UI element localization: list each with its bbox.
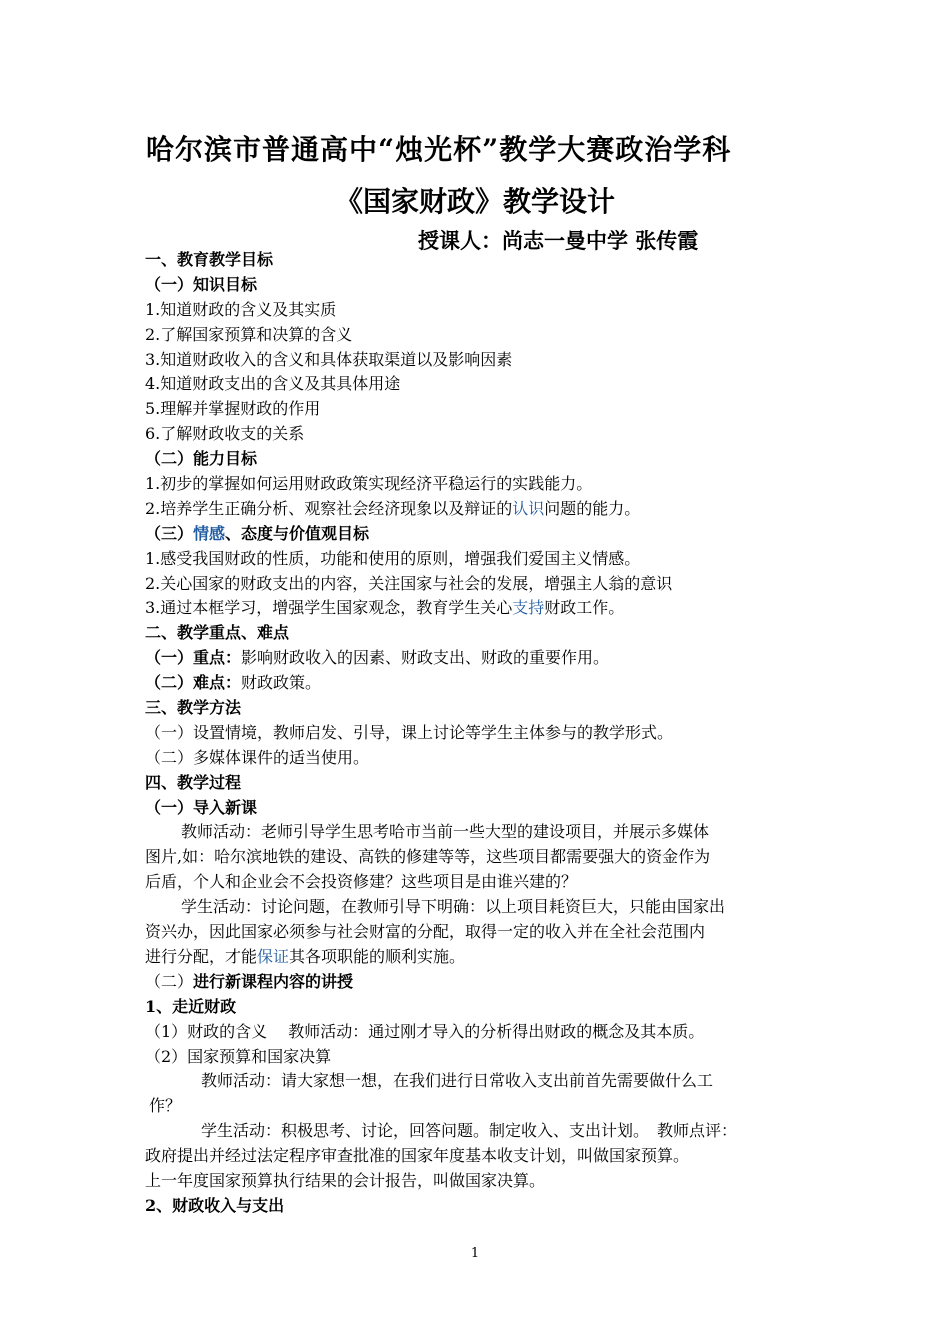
topic-heading: 1、走近财政: [145, 996, 237, 1016]
list-item: 1.初步的掌握如何运用财政政策实现经济平稳运行的实践能力。: [145, 474, 593, 494]
key-point-label: （一）重点：: [145, 648, 242, 668]
paragraph-line: （1）财政的含义 教师活动：通过刚才导入的分析得出财政的概念及其本质。: [145, 1021, 705, 1041]
paragraph-line: 学生活动：讨论问题，在教师引导下明确：以上项目耗资巨大，只能由国家出: [181, 897, 726, 917]
list-item: 2.了解国家预算和决算的含义: [145, 324, 353, 344]
text-fragment: 财政工作。: [544, 598, 625, 618]
subheading-intro: （一）导入新课: [145, 797, 258, 817]
list-item: 5.理解并掌握财政的作用: [145, 399, 321, 419]
highlighted-word: 保证: [257, 946, 290, 966]
subheading-values: [145, 522, 815, 547]
paragraph-line: 作？: [149, 1096, 182, 1116]
section-heading-goals: 一、教育教学目标: [145, 250, 274, 269]
list-item: （一）设置情境，教师启发、引导，课上讨论等学生主体参与的教学形式。: [145, 722, 674, 742]
highlighted-word: 情感: [193, 523, 226, 543]
text-fragment: （三）: [145, 523, 194, 543]
paragraph-line: 资兴办，因此国家必须参与社会财富的分配，取得一定的收入并在全社会范围内: [145, 922, 706, 942]
text-fragment: 其各项职能的顺利实施。: [289, 946, 466, 966]
subheading-new-content: [145, 970, 815, 995]
text-fragment: 3.通过本框学习，增强学生国家观念，教育学生关心: [145, 598, 513, 618]
list-item: [145, 596, 815, 621]
list-item: 1.知道财政的含义及其实质: [145, 299, 337, 319]
difficulty-text: 财政政策。: [241, 673, 322, 693]
section-heading-methods: 三、教学方法: [145, 698, 242, 718]
list-item: [145, 497, 815, 522]
page-number: 1: [470, 1246, 480, 1261]
highlighted-word: 支持: [512, 598, 545, 618]
list-item: （二）多媒体课件的适当使用。: [145, 747, 370, 767]
highlighted-word: 认识: [512, 498, 545, 518]
list-item: 2.关心国家的财政支出的内容，关注国家与社会的发展，增强主人翁的意识: [145, 573, 673, 593]
paragraph-line: 图片,如：哈尔滨地铁的建设、高铁的修建等等，这些项目都需要强大的资金作为: [145, 847, 711, 867]
paragraph-line: 后盾，个人和企业会不会投资修建？这些项目是由谁兴建的？: [145, 872, 578, 892]
text-fragment: 问题的能力。: [544, 498, 641, 518]
text-fragment: 进行分配，才能: [145, 946, 258, 966]
section-heading-process: 四、教学过程: [145, 772, 242, 792]
text-fragment: 进行新课程内容的讲授: [193, 971, 354, 991]
paragraph-line: （2）国家预算和国家决算: [145, 1046, 332, 1066]
text-fragment: 、态度与价值观目标: [225, 523, 370, 543]
paragraph-line: [145, 945, 815, 970]
list-item: 4.知道财政支出的含义及其具体用途: [145, 374, 401, 394]
key-point-text: 影响财政收入的因素、财政支出、财政的重要作用。: [241, 648, 610, 668]
list-item: 6.了解财政收支的关系: [145, 424, 305, 444]
paragraph-line: 政府提出并经过法定程序审查批准的国家年度基本收支计划，叫做国家预算。: [145, 1146, 690, 1166]
document-body: [145, 248, 815, 1219]
key-point-line: [145, 646, 815, 671]
difficulty-line: [145, 671, 815, 696]
subheading-ability: （二）能力目标: [145, 449, 258, 469]
topic-heading: 2、财政收入与支出: [145, 1195, 285, 1215]
difficulty-label: （二）难点：: [145, 673, 242, 693]
text-fragment: 2.培养学生正确分析、观察社会经济现象以及辩证的: [145, 498, 513, 518]
paragraph-line: 教师活动：老师引导学生思考哈市当前一些大型的建设项目，并展示多媒体: [181, 822, 710, 842]
document-subtitle: 《国家财政》教学设计: [334, 185, 615, 218]
paragraph-line: 教师活动：请大家想一想，在我们进行日常收入支出前首先需要做什么工: [201, 1071, 714, 1091]
paragraph-line: 上一年度国家预算执行结果的会计报告，叫做国家决算。: [145, 1170, 546, 1190]
list-item: 1.感受我国财政的性质，功能和使用的原则，增强我们爱国主义情感。: [145, 548, 641, 568]
document-title: 哈尔滨市普通高中“烛光杯”教学大赛政治学科: [146, 133, 732, 166]
subheading-knowledge: （一）知识目标: [145, 274, 258, 294]
section-heading-key-points: 二、教学重点、难点: [145, 623, 290, 643]
author-line: 授课人：尚志一曼中学 张传霞: [418, 228, 699, 253]
list-item: 3.知道财政收入的含义和具体获取渠道以及影响因素: [145, 349, 513, 369]
paragraph-line: 学生活动：积极思考、讨论，回答问题。制定收入、支出计划。 教师点评：: [201, 1121, 738, 1141]
text-fragment: （二）: [145, 971, 194, 991]
